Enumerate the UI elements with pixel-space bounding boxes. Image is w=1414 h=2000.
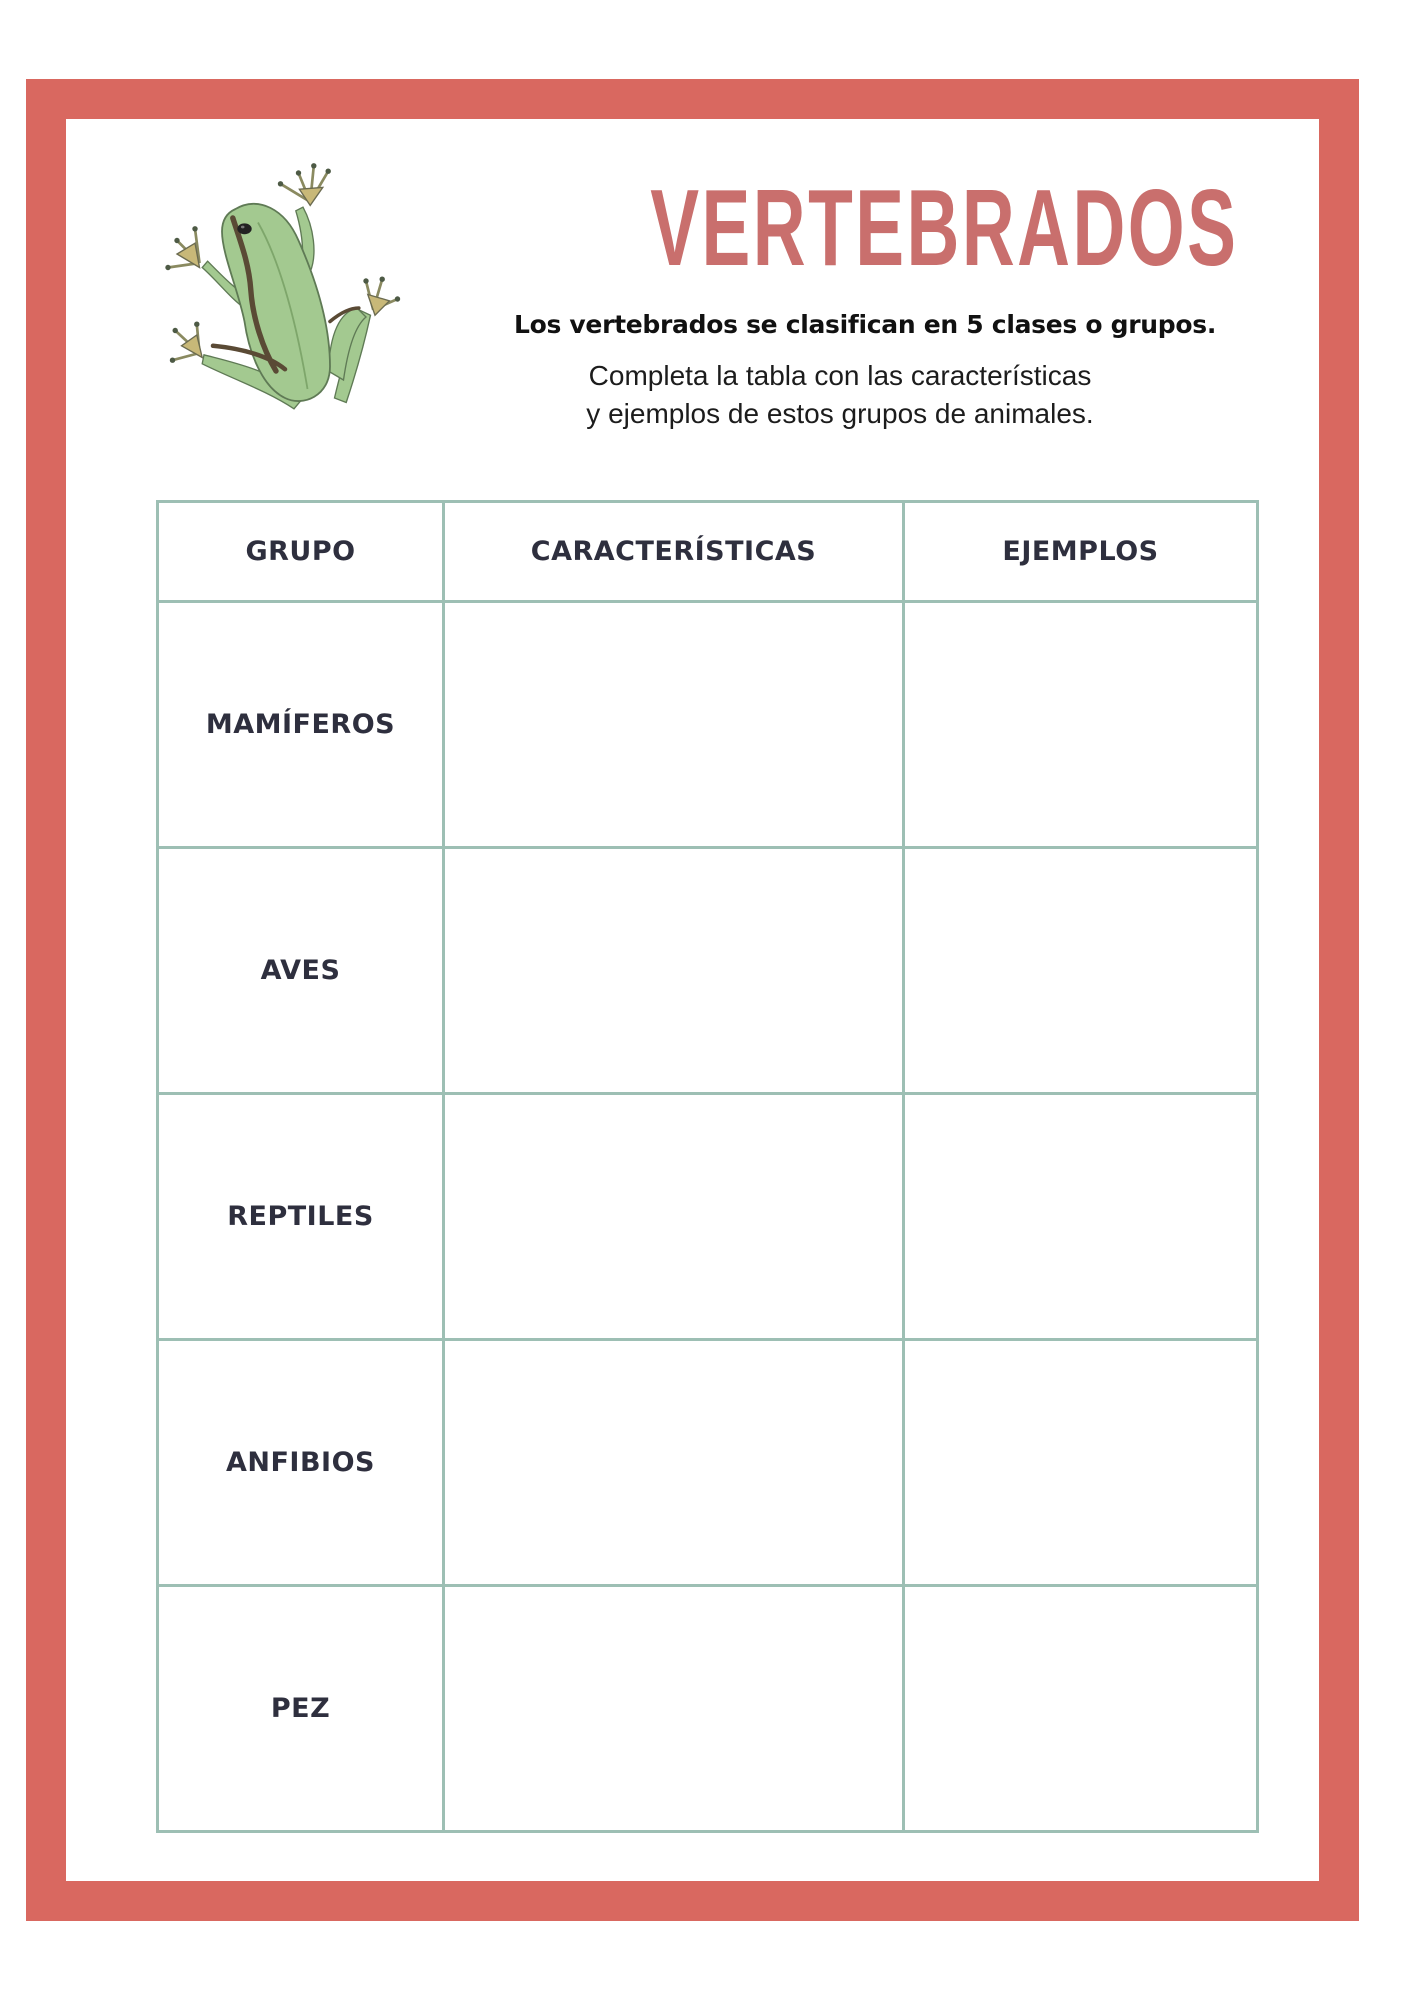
table-header-row	[158, 502, 1258, 602]
frog-illustration	[150, 150, 420, 430]
group-label: MAMÍFEROS	[158, 602, 444, 848]
group-label: ANFIBIOS	[158, 1340, 444, 1586]
characteristics-cell[interactable]	[444, 1340, 904, 1586]
group-label: PEZ	[158, 1586, 444, 1832]
characteristics-cell[interactable]	[444, 848, 904, 1094]
examples-cell[interactable]	[904, 1586, 1258, 1832]
table-row	[158, 1094, 1258, 1340]
examples-cell[interactable]	[904, 602, 1258, 848]
page-title	[650, 167, 1239, 289]
table-row	[158, 602, 1258, 848]
characteristics-cell[interactable]	[444, 602, 904, 848]
instructions-line-1: Completa la tabla con las características	[588, 360, 1092, 391]
header-grupo: GRUPO	[158, 502, 444, 602]
header-caracteristicas: CARACTERÍSTICAS	[444, 502, 904, 602]
vertebrates-table	[156, 500, 1259, 1833]
examples-cell[interactable]	[904, 1094, 1258, 1340]
examples-cell[interactable]	[904, 1340, 1258, 1586]
page-title-text: VERTEBRADOS	[650, 167, 1239, 289]
group-label: REPTILES	[158, 1094, 444, 1340]
table-row	[158, 1340, 1258, 1586]
header-ejemplos: EJEMPLOS	[904, 502, 1258, 602]
examples-cell[interactable]	[904, 848, 1258, 1094]
instructions-line-2: y ejemplos de estos grupos de animales.	[586, 398, 1094, 429]
characteristics-cell[interactable]	[444, 1586, 904, 1832]
table-row	[158, 848, 1258, 1094]
instructions	[520, 357, 1160, 433]
group-label: AVES	[158, 848, 444, 1094]
lead-text: Los vertebrados se clasifican en 5 clases o grupos.	[513, 310, 1217, 339]
characteristics-cell[interactable]	[444, 1094, 904, 1340]
table-row	[158, 1586, 1258, 1832]
